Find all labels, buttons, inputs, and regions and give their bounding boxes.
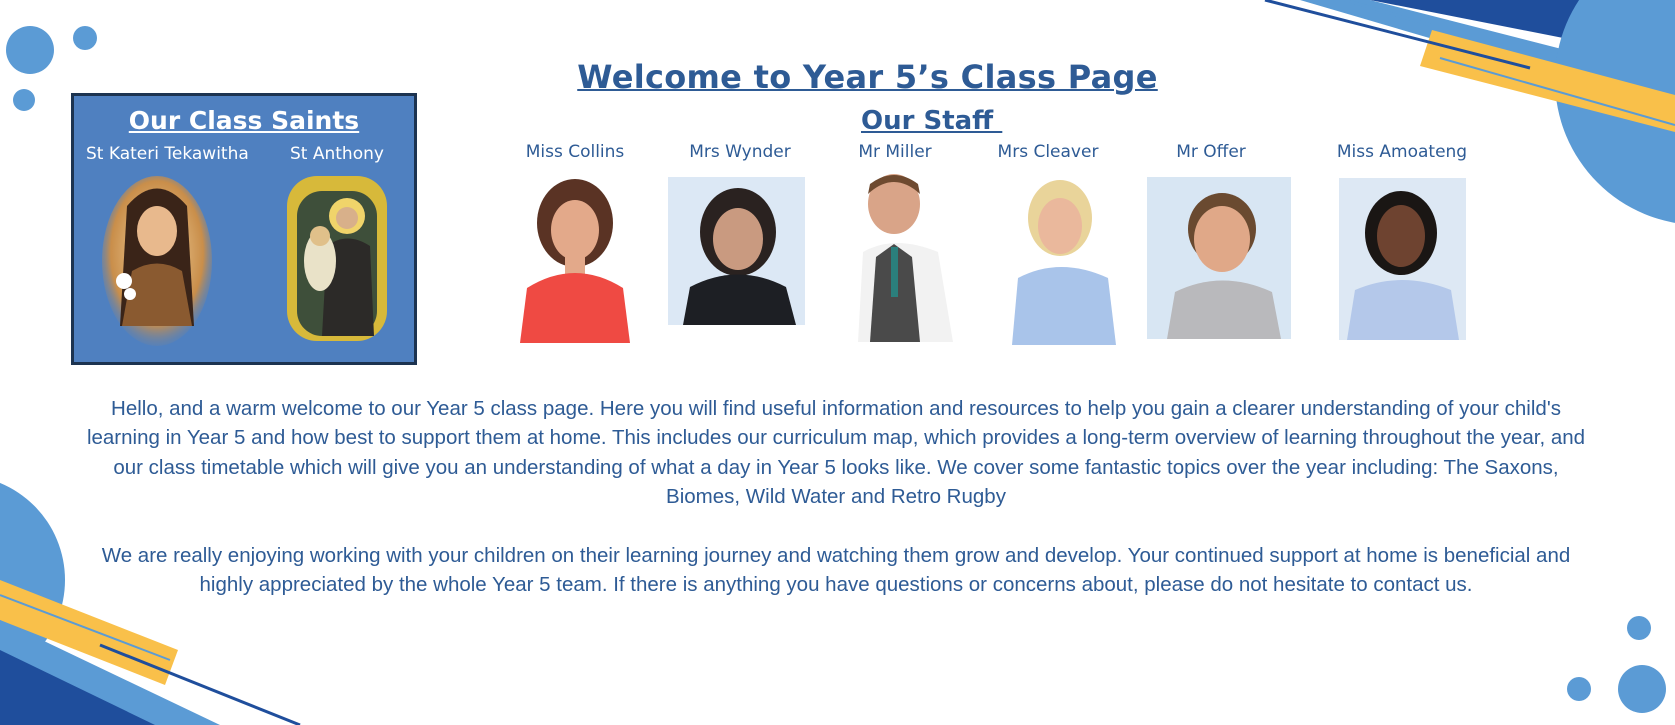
staff-name: Miss Amoateng <box>1336 142 1468 162</box>
staff-name: Mrs Wynder <box>689 142 791 162</box>
staff-photo-mrs-cleaver <box>1012 178 1116 345</box>
staff-photo-mrs-wynder <box>668 177 805 325</box>
saint-kateri-image <box>102 176 212 346</box>
saint-anthony-image <box>282 176 392 346</box>
staff-name: Mr Offer <box>1176 142 1246 162</box>
class-saints-panel <box>71 93 417 365</box>
saints-heading: Our Class Saints <box>128 106 360 135</box>
saint-name-kateri: St Kateri Tekawitha <box>86 144 249 164</box>
staff-photo-mr-miller <box>858 172 965 342</box>
intro-paragraph-2: We are really enjoying working with your children on their learning journey and watching them grow and develop. Your continued support at home is beneficial and highly appreciated by the whole Year 5 team. If there is anything you have questions or concerns about, please do not hesitate to contact us. <box>101 544 1571 597</box>
staff-name: Miss Collins <box>525 142 625 162</box>
saint-name-anthony: St Anthony <box>290 144 384 164</box>
deco-dot <box>1618 665 1666 713</box>
staff-heading: Our Staff <box>861 106 1003 136</box>
deco-dot <box>1567 677 1591 701</box>
page-title: Welcome to Year 5’s Class Page <box>577 58 1158 96</box>
staff-name: Mrs Cleaver <box>997 142 1099 162</box>
staff-photo-mr-offer <box>1147 177 1291 339</box>
deco-dot <box>73 26 97 50</box>
staff-name: Mr Miller <box>858 142 932 162</box>
deco-dot <box>1627 616 1651 640</box>
intro-paragraph-1: Hello, and a warm welcome to our Year 5 class page. Here you will find useful information and resources to help you gain a clearer understanding of your child's learning in Year 5 and how best to support them at home. This includes our curriculum map, which provides a long-term overview of learning throughout the year, and our class timetable which will give you an understanding of what a day in Year 5 looks like. We cover some fantastic topics over the year including: The Saxons, Biomes, Wild Water and Retro Rugby <box>86 397 1586 508</box>
staff-photo-miss-amoateng <box>1339 178 1466 340</box>
staff-photo-miss-collins <box>515 178 635 343</box>
